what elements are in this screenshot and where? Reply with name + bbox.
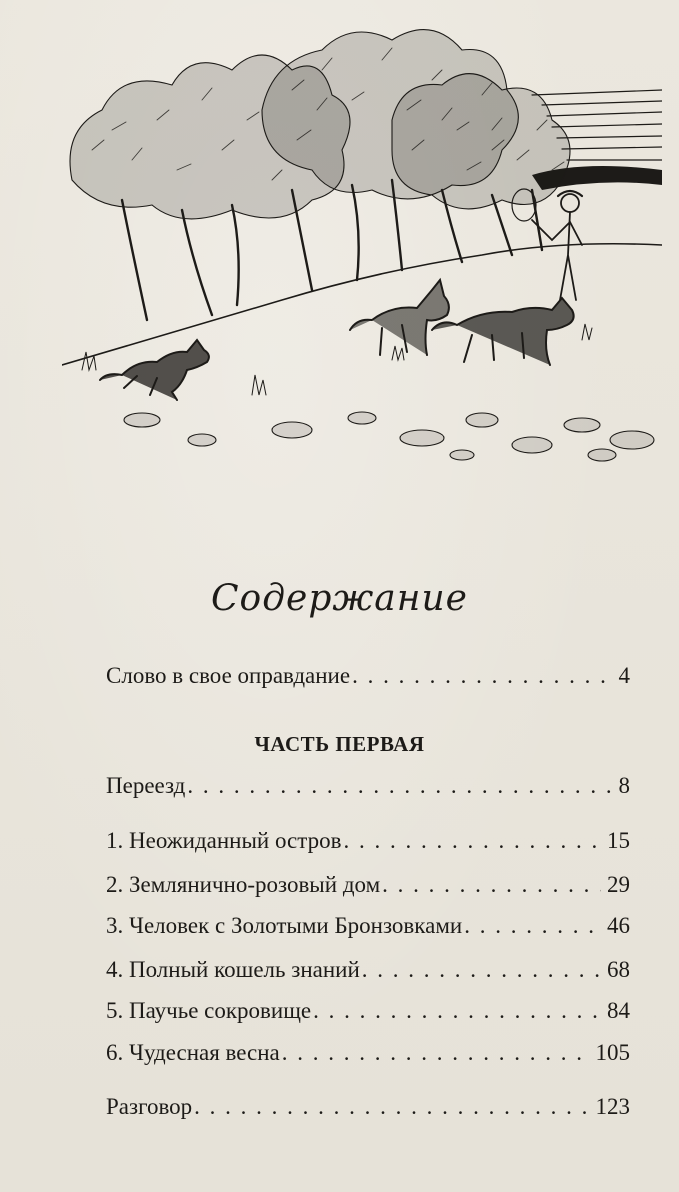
contents-heading: Содержание — [211, 578, 468, 619]
toc-entry[interactable] — [106, 997, 630, 1025]
dot-leader — [382, 871, 601, 899]
dot-leader — [313, 997, 601, 1025]
dot-leader — [343, 827, 601, 855]
toc-entry-title: 3. Человек с Золотыми Бронзовками — [106, 913, 463, 938]
toc-entry-page: 4 — [618, 663, 630, 688]
dot-leader — [352, 662, 612, 690]
dot-leader — [187, 772, 612, 800]
toc-entry[interactable] — [106, 871, 630, 899]
dot-leader — [194, 1093, 589, 1121]
toc-entry-page: 46 — [607, 913, 630, 938]
toc-entry-page: 29 — [607, 872, 630, 897]
toc-entry-title: 5. Паучье сокровище — [106, 998, 312, 1023]
toc-entry[interactable] — [106, 912, 630, 940]
toc-entry-page: 15 — [607, 828, 630, 853]
toc-entry-page: 8 — [618, 773, 630, 798]
toc-entry-page: 84 — [607, 998, 630, 1023]
toc-entry-title: Переезд — [106, 773, 186, 798]
toc-entry[interactable] — [106, 772, 630, 800]
toc-entry-page: 105 — [595, 1040, 630, 1065]
toc-entry-page: 123 — [595, 1094, 630, 1119]
toc-entry-title: Разговор — [106, 1094, 193, 1119]
illustration-trees-dogs — [62, 0, 662, 470]
toc-entry-intro[interactable] — [106, 662, 630, 690]
toc-entry[interactable] — [106, 956, 630, 984]
toc-entry-page: 68 — [607, 957, 630, 982]
toc-entry-title: Слово в свое оправдание — [106, 663, 351, 688]
dot-leader — [362, 956, 601, 984]
dot-leader — [464, 912, 601, 940]
toc-entry-title: 1. Неожиданный остров — [106, 828, 342, 853]
dot-leader — [282, 1039, 590, 1067]
dog-right — [432, 298, 574, 365]
toc-entry-title: 4. Полный кошель знаний — [106, 957, 360, 982]
toc-entry[interactable] — [106, 827, 630, 855]
toc-entry[interactable] — [106, 1039, 630, 1067]
toc-entry[interactable] — [106, 1093, 630, 1121]
toc-entry-title: 2. Землянично-розовый дом — [106, 872, 381, 897]
toc-entry-title: 6. Чудесная весна — [106, 1040, 280, 1065]
part-heading: ЧАСТЬ ПЕРВАЯ — [254, 732, 425, 756]
dog-middle — [350, 280, 449, 355]
